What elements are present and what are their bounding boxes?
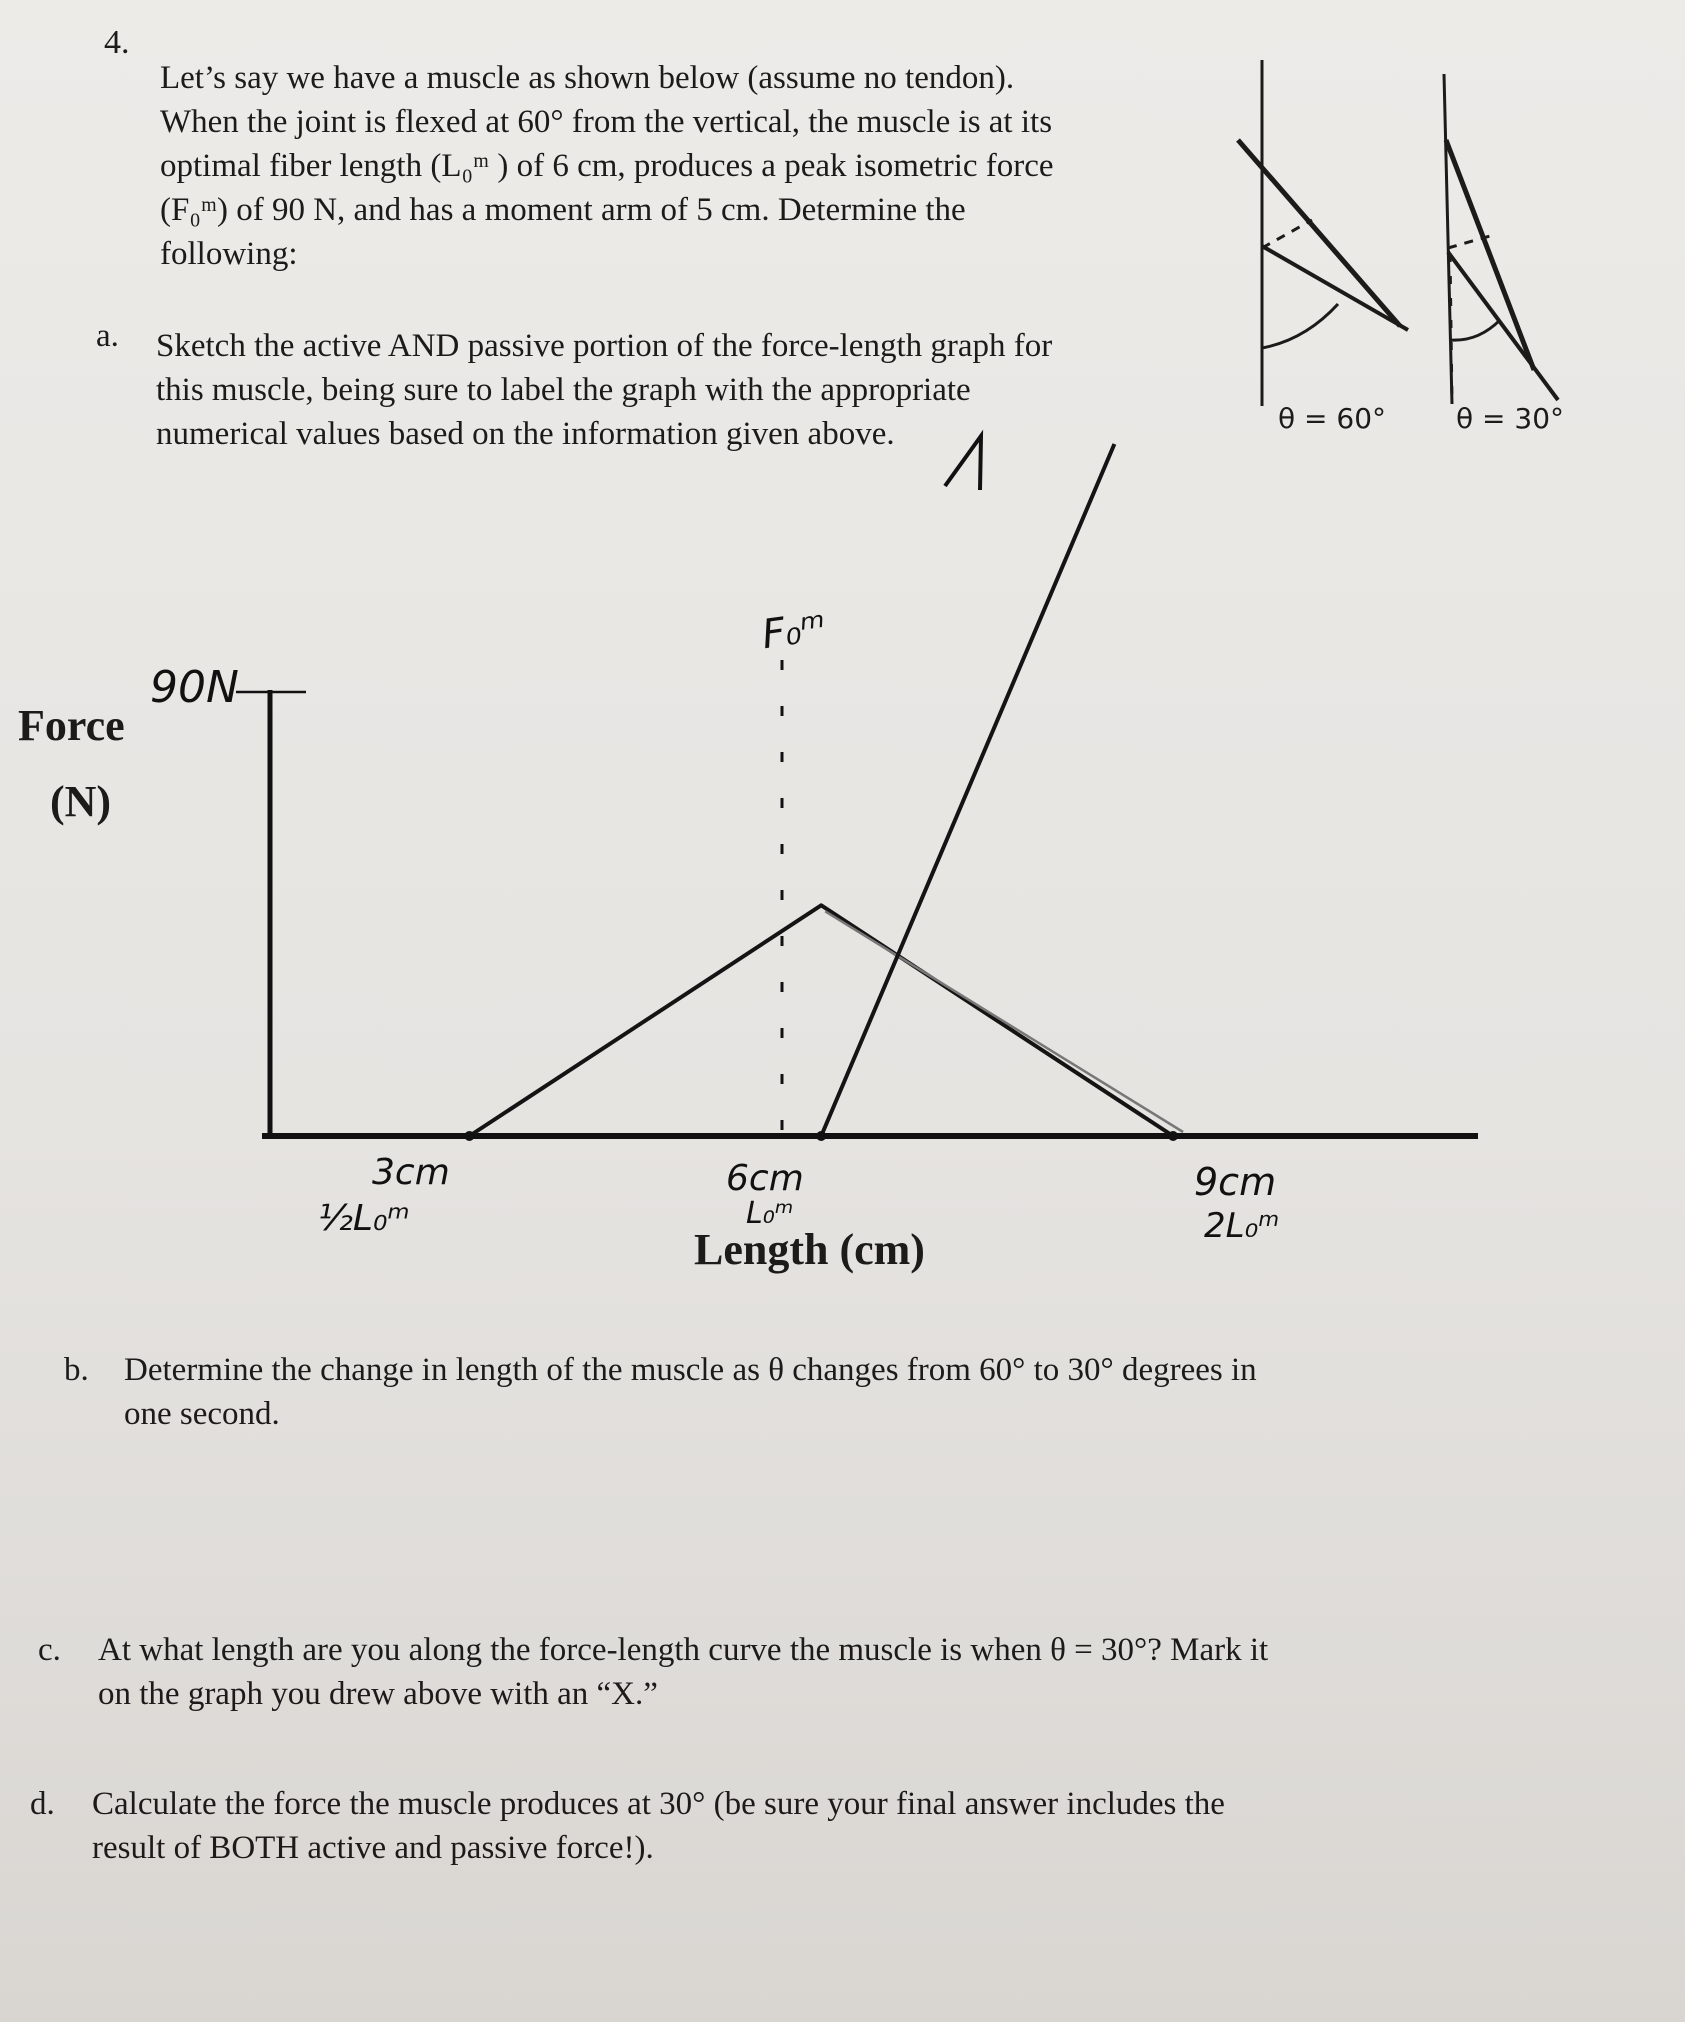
part-b-line-1: Determine the change in length of the muscle as θ changes from 60° to 30° degrees in xyxy=(124,1352,1257,1388)
active-force-curve xyxy=(469,905,1173,1136)
part-c-text xyxy=(98,1628,1268,1716)
intro-line-4: (F₀ᵐ) of 90 N, and has a moment arm of 5 cm. Determine the xyxy=(160,192,966,228)
x-tick-2lo: 2L₀ᵐ xyxy=(1204,1206,1280,1246)
part-b-text xyxy=(124,1348,1257,1436)
peak-force-label: F₀ᵐ xyxy=(759,603,829,659)
chart-series xyxy=(464,444,1183,1141)
active-point-0 xyxy=(464,1131,474,1141)
part-b-label: b. xyxy=(64,1352,89,1388)
part-a-label: a. xyxy=(96,318,119,354)
y-tick-label: 90N xyxy=(150,662,239,713)
active-point-2 xyxy=(1168,1131,1178,1141)
part-a-line-2: this muscle, being sure to label the graph with the appropriate xyxy=(156,372,971,408)
part-c-line-2: on the graph you drew above with an “X.” xyxy=(98,1676,658,1712)
x-tick-half-lo: ½L₀ᵐ xyxy=(318,1198,410,1239)
x-tick-6cm: 6cm xyxy=(726,1158,804,1199)
part-d-text xyxy=(92,1782,1225,1870)
intro-line-5: following: xyxy=(160,236,298,272)
x-tick-9cm: 9cm xyxy=(1194,1160,1277,1204)
x-tick-3cm: 3cm xyxy=(372,1152,450,1193)
intro-line-1: Let’s say we have a muscle as shown below (assume no tendon). xyxy=(160,60,1015,96)
part-d-line-2: result of BOTH active and passive force!). xyxy=(92,1830,654,1866)
x-axis-label: Length (cm) xyxy=(694,1225,925,1274)
question-number: 4. xyxy=(104,24,130,61)
theta-30-label: θ = 30° xyxy=(1456,402,1565,435)
arrowhead xyxy=(945,436,981,490)
part-c-label: c. xyxy=(38,1632,61,1668)
intro-line-3: optimal fiber length (L₀ᵐ ) of 6 cm, produces a peak isometric force xyxy=(160,148,1054,184)
part-d-label: d. xyxy=(30,1786,55,1822)
active-descending-retrace xyxy=(825,911,1183,1132)
y-axis-label-force: Force xyxy=(18,701,125,750)
passive-arrowhead xyxy=(945,436,981,490)
part-a-line-3: numerical values based on the information given above. xyxy=(156,416,895,452)
part-a-line-1: Sketch the active AND passive portion of the force-length graph for xyxy=(156,328,1053,364)
part-b-line-2: one second. xyxy=(124,1396,280,1432)
passive-force-curve xyxy=(821,444,1114,1136)
passive-point-0 xyxy=(816,1131,826,1141)
intro-line-2: When the joint is flexed at 60° from the vertical, the muscle is at its xyxy=(160,104,1053,140)
x-tick-lo: L₀ᵐ xyxy=(746,1196,794,1231)
part-d-line-1: Calculate the force the muscle produces at 30° (be sure your final answer includes the xyxy=(92,1786,1225,1822)
y-axis-label-unit: (N) xyxy=(50,777,112,826)
part-c-line-1: At what length are you along the force-length curve the muscle is when θ = 30°? Mark it xyxy=(98,1632,1269,1668)
theta-60-label: θ = 60° xyxy=(1278,402,1387,435)
